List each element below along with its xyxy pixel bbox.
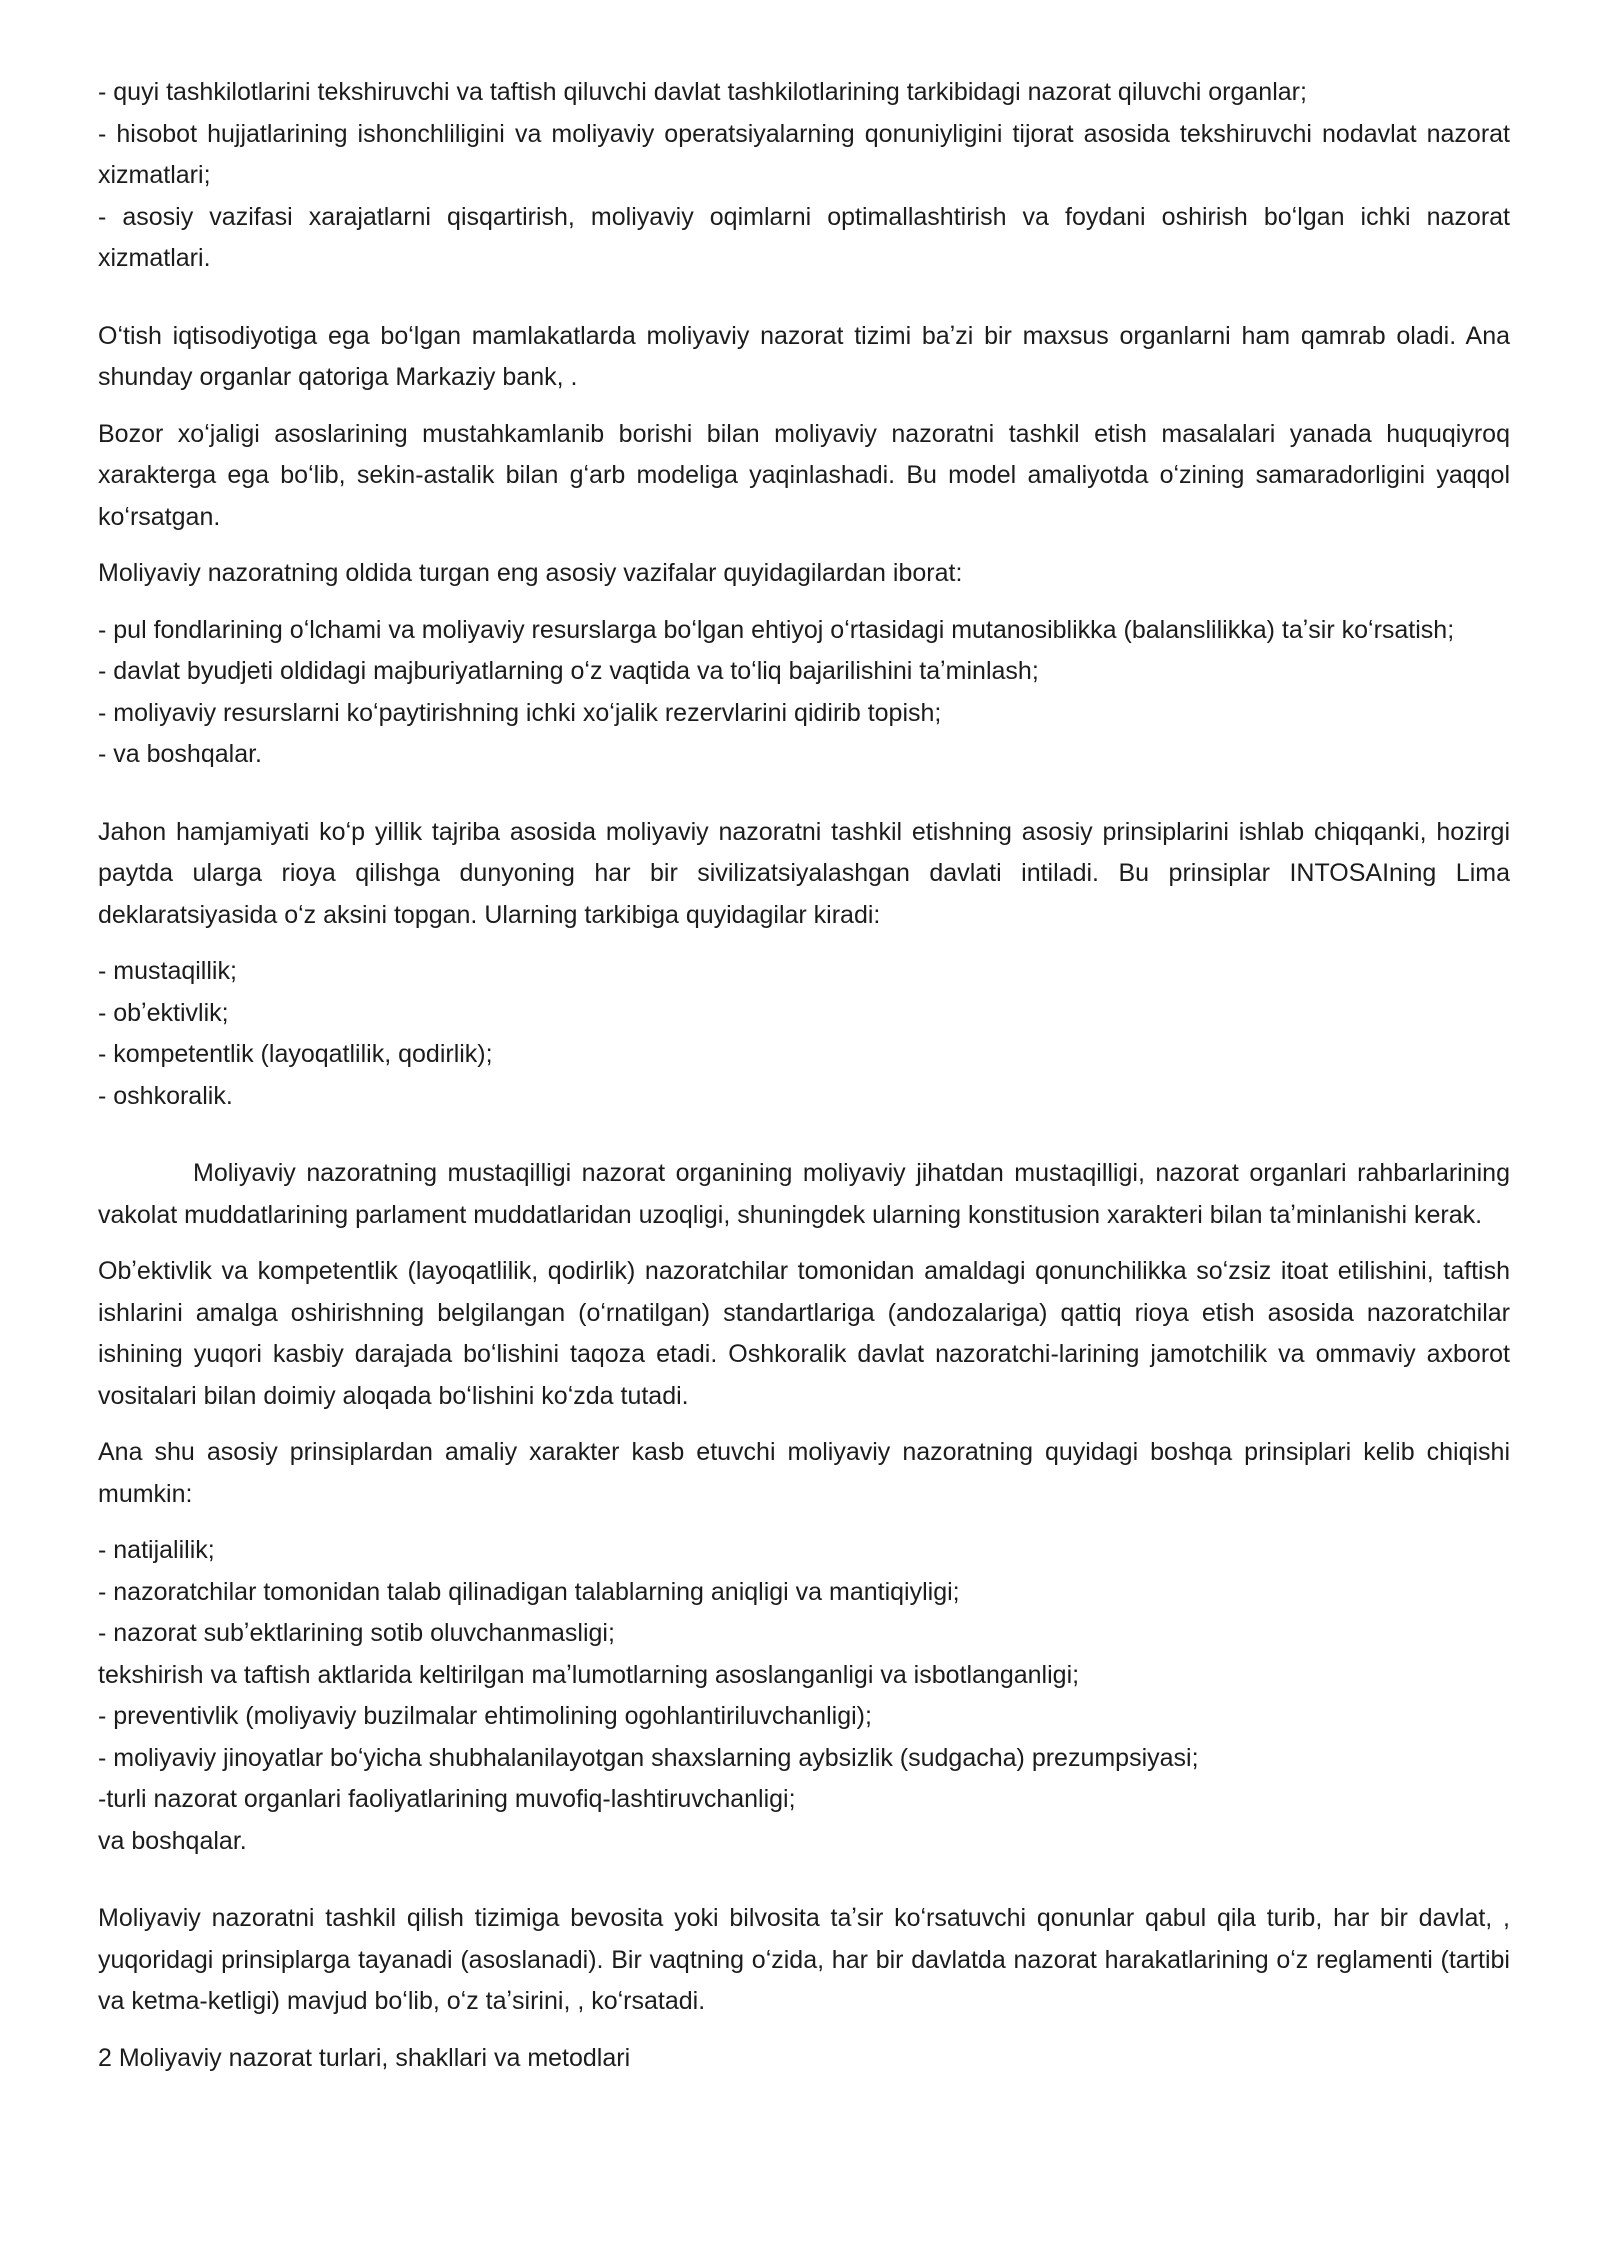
main-tasks-list xyxy=(98,610,1510,776)
list-item: va boshqalar. xyxy=(98,1826,247,1855)
paragraph-laws-principles: Moliyaviy nazoratni tashkil qilish tizimiga bevosita yoki bilvosita taʼsir koʻrsatuvchi qonunlar qabul qila turib, har bir davlat, , yuqoridagi prinsiplarga tayanadi (asoslanadi). Bir vaqtning oʻzida, har bir davlatda nazorat harakatlarining oʻz reglamenti (tartibi va ketma-ketligi) mavjud boʻlib, oʻz taʼsirini, , koʻrsatadi. xyxy=(98,1904,1510,2015)
control-bodies-list xyxy=(98,72,1510,280)
list-item: - quyi tashkilotlarini tekshiruvchi va taftish qiluvchi davlat tashkilotlarining tarkibidagi nazorat qiluvchi organlar; xyxy=(98,78,1307,106)
list-item: - preventivlik (moliyaviy buzilmalar ehtimolining ogohlantiriluvchanligi); xyxy=(98,1702,872,1730)
paragraph-independence: Moliyaviy nazoratning mustaqilligi nazorat organining moliyaviy jihatdan mustaqilligi, nazorat organlari rahbarlarining vakolat muddatlarining parlament muddatlaridan uzoqligi, shuningdek ularning konstitusion xarakteri bilan taʼminlanishi kerak. xyxy=(98,1159,1510,1229)
list-item: - moliyaviy jinoyatlar boʻyicha shubhalanilayotgan shaxslarning aybsizlik (sudgacha) prezumpsiyasi; xyxy=(98,1743,1199,1772)
list-item: - davlat byudjeti oldidagi majburiyatlarning oʻz vaqtida va toʻliq bajarilishini taʼminlash; xyxy=(98,657,1039,685)
paragraph-main-tasks-intro: Moliyaviy nazoratning oldida turgan eng asosiy vazifalar quyidagilardan iborat: xyxy=(98,559,963,587)
paragraph-lima-declaration: Jahon hamjamiyati koʻp yillik tajriba asosida moliyaviy nazoratni tashkil etishning asosiy prinsiplarini ishlab chiqqanki, hozirgi paytda ularga rioya qilishga dunyoning har bir sivilizatsiyalashgan davlati intiladi. Bu prinsiplar INTOSAIning Lima deklaratsiyasida oʻz aksini topgan. Ularning tarkibiga quyidagilar kiradi: xyxy=(98,817,1510,929)
list-item: - kompetentlik (layoqatlilik, qodirlik); xyxy=(98,1040,493,1068)
list-item: - va boshqalar. xyxy=(98,740,262,768)
list-item: - asosiy vazifasi xarajatlarni qisqartirish, moliyaviy oqimlarni optimallashtirish va foydani oshirish boʻlgan ichki nazorat xizmatlari. xyxy=(98,202,1510,272)
list-item: - moliyaviy resurslarni koʻpaytirishning ichki xoʻjalik rezervlarini qidirib topish; xyxy=(98,698,942,727)
principles-list xyxy=(98,951,1510,1117)
list-item: -turli nazorat organlari faoliyatlarining muvofiq-lashtiruvchanligi; xyxy=(98,1785,796,1813)
list-item: - obʼektivlik; xyxy=(98,998,229,1027)
list-item: tekshirish va taftish aktlarida keltirilgan maʼlumotlarning asoslanganligi va isbotlanganligi; xyxy=(98,1660,1080,1689)
paragraph-market-economy: Bozor xoʻjaligi asoslarining mustahkamlanib borishi bilan moliyaviy nazoratni tashkil etish masalalari yanada huquqiyroq xarakterga ega boʻlib, sekin-astalik bilan gʻarb modeliga yaqinlashadi. Bu model amaliyotda oʻzining samaradorligini yaqqol koʻrsatgan. xyxy=(98,419,1510,531)
section-heading: 2 Moliyaviy nazorat turlari, shakllari va metodlari xyxy=(98,2043,631,2072)
paragraph-objectivity: Obʼektivlik va kompetentlik (layoqatlilik, qodirlik) nazoratchilar tomonidan amaldagi qonunchilikka soʻzsiz itoat etilishini, taftish ishlarini amalga oshirishning belgilangan (oʻrnatilgan) standartlariga (andozalariga) qattiq rioya etish asosida nazoratchilar ishining yuqori kasbiy darajada boʻlishini taqoza etadi. Oshkoralik davlat nazoratchi-larining jamotchilik va ommaviy axborot vositalari bilan doimiy aloqada boʻlishini koʻzda tutadi. xyxy=(98,1257,1510,1410)
list-item: - oshkoralik. xyxy=(98,1081,233,1110)
list-item: - mustaqillik; xyxy=(98,957,237,985)
other-principles-list xyxy=(98,1530,1510,1862)
list-item: - nazoratchilar tomonidan talab qilinadigan talablarning aniqligi va mantiqiyligi; xyxy=(98,1577,960,1606)
list-item: - pul fondlarining oʻlchami va moliyaviy resurslarga boʻlgan ehtiyoj oʻrtasidagi mutanosiblikka (balanslilikka) taʼsir koʻrsatish; xyxy=(98,615,1455,644)
list-item: - nazorat subʼektlarining sotib oluvchanmasligi; xyxy=(98,1619,615,1647)
paragraph-other-principles-intro: Ana shu asosiy prinsiplardan amaliy xarakter kasb etuvchi moliyaviy nazoratning quyidagi boshqa prinsiplari kelib chiqishi mumkin: xyxy=(98,1438,1510,1508)
paragraph-transition-economy: Oʻtish iqtisodiyotiga ega boʻlgan mamlakatlarda moliyaviy nazorat tizimi baʼzi bir maxsus organlarni ham qamrab oladi. Ana shunday organlar qatoriga Markaziy bank, . xyxy=(98,321,1510,391)
list-item: - natijalilik; xyxy=(98,1536,215,1564)
document-page xyxy=(98,72,1510,2079)
list-item: - hisobot hujjatlarining ishonchliligini va moliyaviy operatsiyalarning qonuniyligini tijorat asosida tekshiruvchi nodavlat nazorat xizmatlari; xyxy=(98,119,1510,189)
